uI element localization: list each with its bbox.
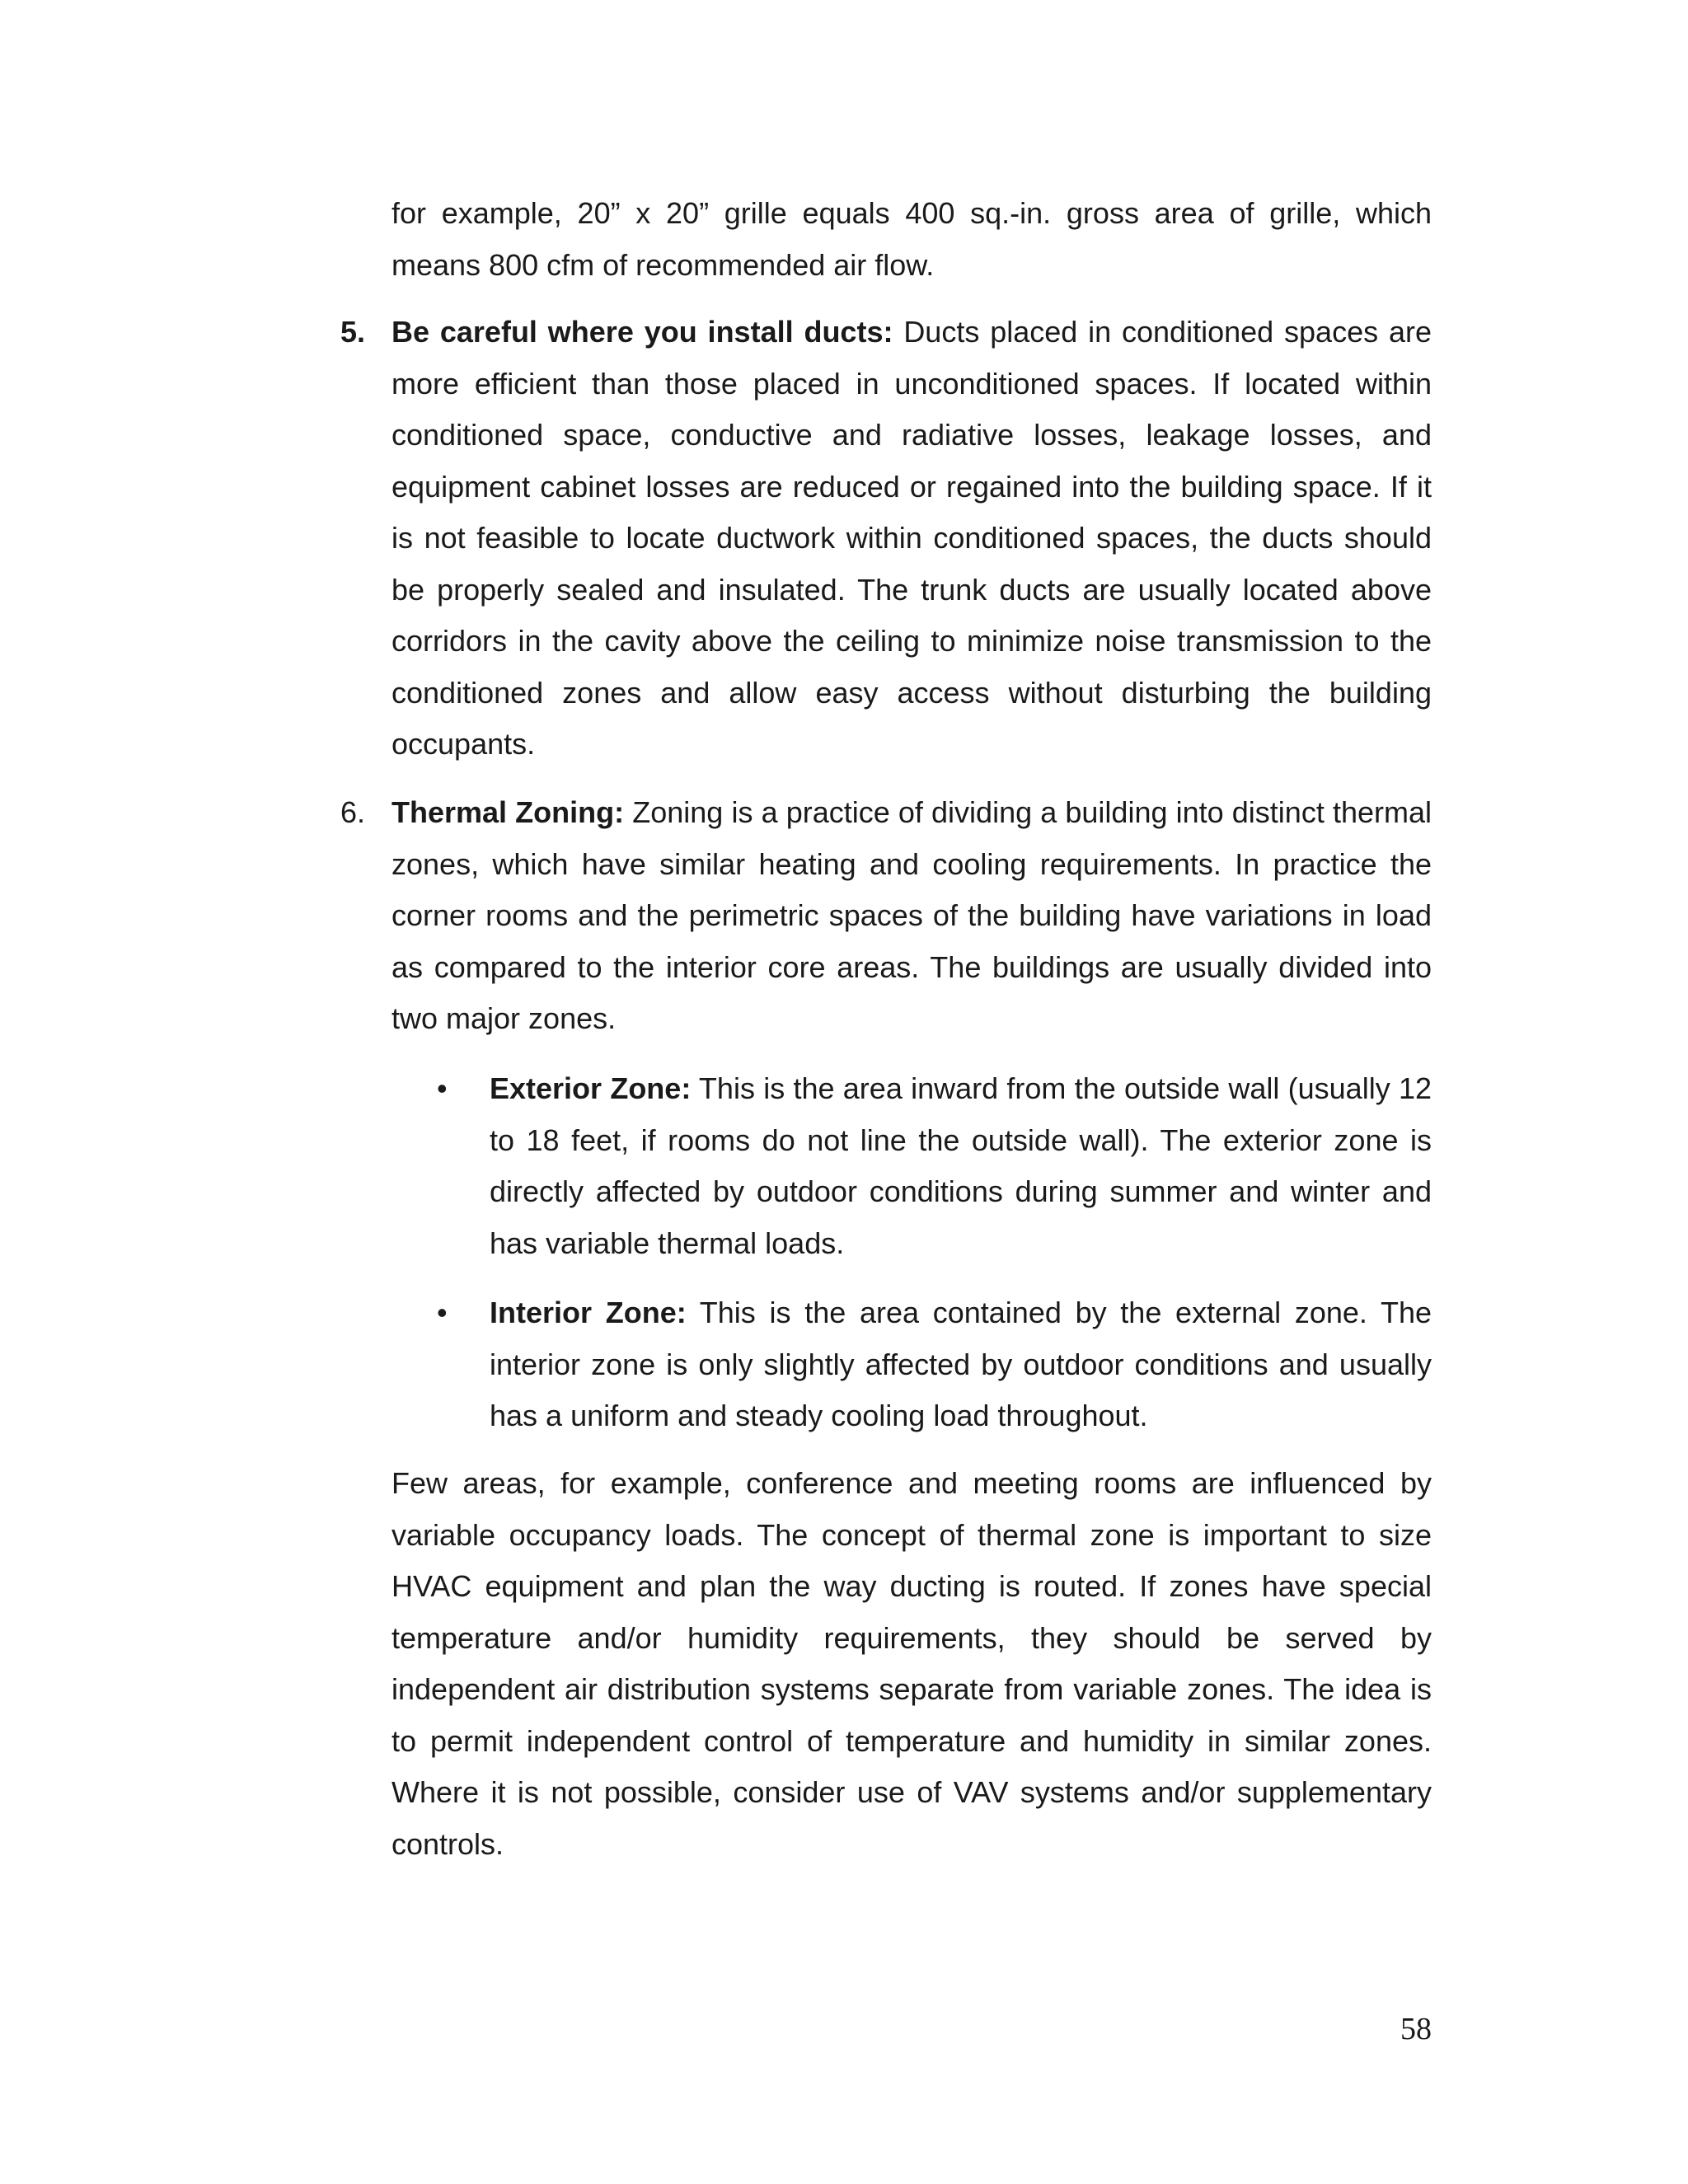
page-number: 58 bbox=[1400, 2012, 1432, 2046]
continuation-paragraph: for example, 20” x 20” grille equals 400 sq.-in. gross area of grille, which means 800 cfm of recommended air flow. bbox=[392, 196, 1432, 282]
bullet-icon: • bbox=[437, 1071, 448, 1105]
closing-paragraph: Few areas, for example, conference and meeting rooms are influenced by variable occupancy loads. The concept of thermal zone is important to size HVAC equipment and plan the way ducting is routed. If zones have special temperature and/or humidity requirements, they should be served by independent air distribution systems separate from variable zones. The idea is to permit independent control of temperature and humidity in similar zones. Where it is not possible, consider use of VAV systems and/or supplementary controls. bbox=[392, 1466, 1432, 1861]
list-item-text: Ducts placed in conditioned spaces are more efficient than those placed in unconditioned spaces. If located within conditioned space, conductive and radiative losses, leakage losses, and equipment cabinet losses are reduced or regained into the building space. If it is not feasible to locate ductwork within conditioned spaces, the ducts should be properly sealed and insulated. The trunk ducts are usually located above corridors in the cavity above the ceiling to minimize noise transmission to the conditioned zones and allow easy access without disturbing the building occupants. bbox=[392, 315, 1432, 761]
list-item-lead: Thermal Zoning: bbox=[392, 795, 625, 829]
list-item-body bbox=[392, 787, 1432, 1045]
list-item-text: Zoning is a practice of dividing a building into distinct thermal zones, which have similar heating and cooling requirements. In practice the corner rooms and the perimetric spaces of the building have variations in load as compared to the interior core areas. The buildings are usually divided into two major zones. bbox=[392, 795, 1432, 1035]
bullet-body bbox=[490, 1063, 1432, 1269]
bullet-body bbox=[490, 1287, 1432, 1442]
bullet-icon: • bbox=[437, 1296, 448, 1329]
list-item-6 bbox=[340, 787, 1432, 1045]
bullet-text: This is the area inward from the outside wall (usually 12 to 18 feet, if rooms do not line the outside wall). The exterior zone is directly affected by outdoor conditions during summer and winter and has variable thermal loads. bbox=[490, 1071, 1432, 1260]
list-number: 5. bbox=[340, 315, 366, 349]
bullet-interior-zone bbox=[437, 1287, 1432, 1442]
bullet-lead: Interior Zone: bbox=[490, 1296, 687, 1329]
bullet-exterior-zone bbox=[437, 1063, 1432, 1269]
list-item-5 bbox=[340, 307, 1432, 771]
list-item-body bbox=[392, 307, 1432, 771]
bullet-lead: Exterior Zone: bbox=[490, 1071, 692, 1105]
bullet-text: This is the area contained by the external zone. The interior zone is only slightly affected by outdoor conditions and usually has a uniform and steady cooling load throughout. bbox=[490, 1296, 1432, 1432]
list-item-lead: Be careful where you install ducts: bbox=[392, 315, 893, 349]
list-number: 6. bbox=[340, 795, 366, 829]
